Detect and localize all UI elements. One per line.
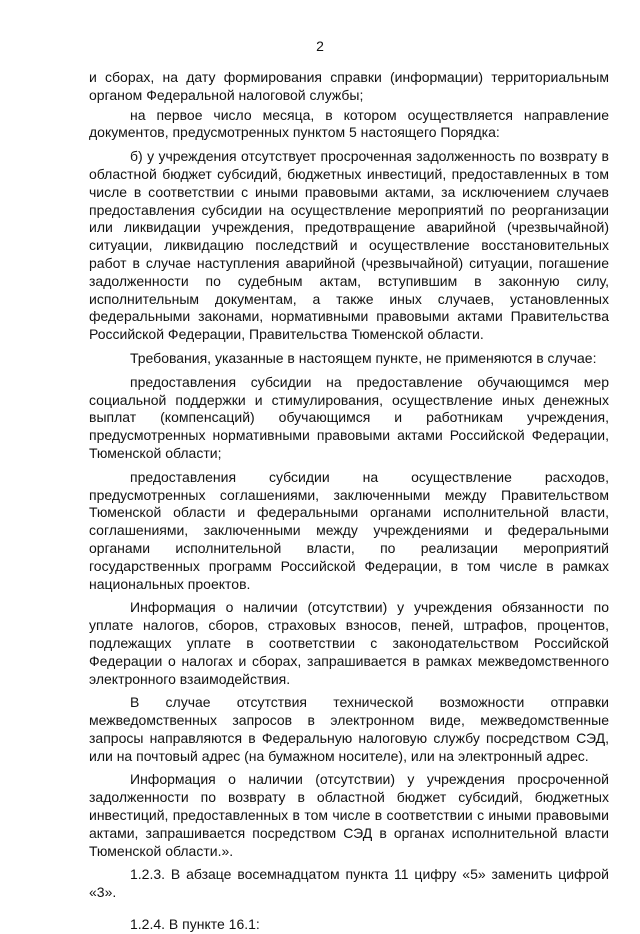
paragraph-amendment-1-2-4: 1.2.4. В пункте 16.1: xyxy=(130,916,260,933)
paragraph-requirements-exceptions: Требования, указанные в настоящем пункте, не применяются в случае: xyxy=(130,349,597,366)
document-body xyxy=(89,69,609,934)
paragraph-tax-information: Информация о наличии (отсутствии) у учреждения обязанности по уплате налогов, сборов, страховых взносов, пеней, штрафов, процентов, подлежащих уплате в соответствии с законодательством Российской Федерации о налогах и сборах, запрашивается в рамках межведомственного электронного взаимодействия. xyxy=(89,599,609,687)
paragraph-exception-agreements: предоставления субсидии на осуществление расходов, предусмотренных соглашениями, заключенными между Правительством Тюменской области и федеральными органами исполнительной власти, соглашениями, заключенными между учреждениями и федеральными органами исполнительной власти, по реализации мероприятий государственных программ Российской Федерации, в том числе в рамках национальных проектов. xyxy=(89,468,609,592)
paragraph-continuation: и сборах, на дату формирования справки (информации) территориальным органом Федеральной налоговой службы; xyxy=(89,69,609,103)
page-number: 2 xyxy=(316,38,324,54)
paragraph-no-technical-possibility: В случае отсутствия технической возможности отправки межведомственных запросов в электронном виде, межведомственные запросы направляются в Федеральную налоговую службу посредством СЭД, или на почтовый адрес (на бумажном носителе), или на электронный адрес. xyxy=(89,694,609,764)
paragraph-first-day-of-month: на первое число месяца, в котором осуществляется направление документов, предусмотренных пунктом 5 настоящего Порядка: xyxy=(89,106,609,141)
paragraph-item-b: б) у учреждения отсутствует просроченная задолженность по возврату в областной бюджет субсидий, бюджетных инвестиций, предоставленных в том числе в соответствии с иными правовыми актами, за исключением случаев предоставления субсидии на осуществление мероприятий по реорганизации или ликвидации учреждения, предотвращение аварийной (чрезвычайной) ситуации, ликвидацию последствий и осуществление восстановительных работ в случае наступления аварийной (чрезвычайной) ситуации, погашение задолженности по судебным актам, вступившим в законную силу, исполнительным документам, а также иных случаев, установленных федеральными законами, нормативными правовыми актами Правительства Российской Федерации, Правительства Тюменской области. xyxy=(89,148,609,343)
paragraph-exception-social-support: предоставления субсидии на предоставление обучающимся мер социальной поддержки и стимулирования, осуществление иных денежных выплат (компенсаций) обучающимся и работникам учреждения, предусмотренных нормативными правовыми актами Российской Федерации, Тюменской области; xyxy=(89,373,609,461)
paragraph-overdue-debt-information: Информация о наличии (отсутствии) у учреждения просроченной задолженности по возврату в областной бюджет субсидий, бюджетных инвестиций, предоставленных в том числе в соответствии с иными правовыми актами, запрашивается посредством СЭД в органах исполнительной власти Тюменской области.». xyxy=(89,771,609,859)
paragraph-amendment-1-2-3: 1.2.3. В абзаце восемнадцатом пункта 11 цифру «5» заменить цифрой «3». xyxy=(89,866,609,901)
